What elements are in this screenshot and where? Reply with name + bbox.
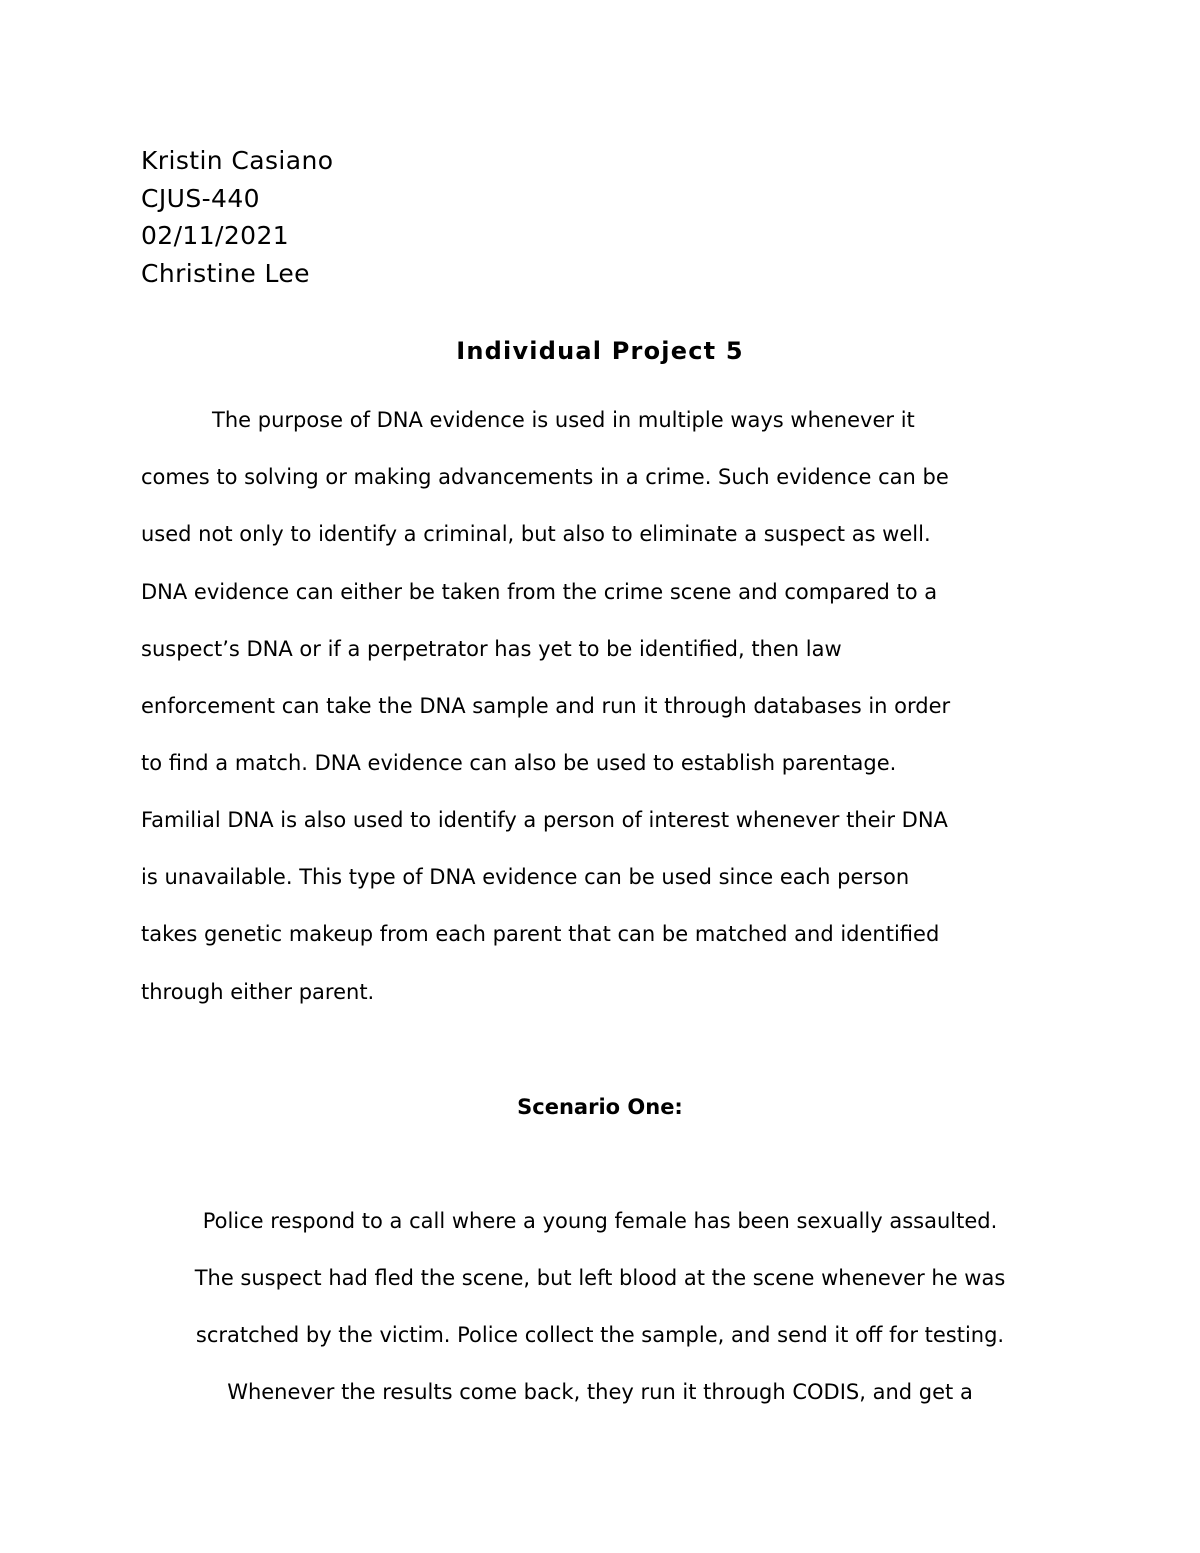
course-code: CJUS-440 xyxy=(141,183,260,213)
scenario-line: The suspect had fled the scene, but left blood at the scene whenever he was xyxy=(194,1266,1006,1290)
paragraph-line: is unavailable. This type of DNA evidence can be used since each person xyxy=(141,865,910,889)
scenario-heading: Scenario One: xyxy=(517,1095,683,1119)
scenario-line: scratched by the victim. Police collect the sample, and send it off for testing. xyxy=(195,1323,1005,1347)
paragraph-line: Familial DNA is also used to identify a person of interest whenever their DNA xyxy=(141,808,948,832)
paragraph-line: comes to solving or making advancements in a crime. Such evidence can be xyxy=(141,465,949,489)
scenario-line: Police respond to a call where a young female has been sexually assaulted. xyxy=(202,1209,998,1233)
document-title: Individual Project 5 xyxy=(456,337,744,365)
instructor-name: Christine Lee xyxy=(141,258,310,288)
paragraph-line: The purpose of DNA evidence is used in multiple ways whenever it xyxy=(212,408,915,432)
paragraph-line: enforcement can take the DNA sample and run it through databases in order xyxy=(141,694,951,718)
student-name: Kristin Casiano xyxy=(141,146,334,175)
paragraph-line: DNA evidence can either be taken from the crime scene and compared to a xyxy=(141,580,938,604)
scenario-line: Whenever the results come back, they run it through CODIS, and get a xyxy=(227,1380,973,1404)
paragraph-line: suspect’s DNA or if a perpetrator has yet to be identified, then law xyxy=(141,637,842,661)
submission-date: 02/11/2021 xyxy=(141,221,290,250)
paragraph-line: takes genetic makeup from each parent that can be matched and identified xyxy=(141,922,940,946)
paragraph-line: through either parent. xyxy=(141,980,375,1004)
paragraph-line: used not only to identify a criminal, but also to eliminate a suspect as well. xyxy=(141,522,931,546)
header-block xyxy=(141,142,741,292)
paragraph-line: to find a match. DNA evidence can also be used to establish parentage. xyxy=(141,751,897,775)
